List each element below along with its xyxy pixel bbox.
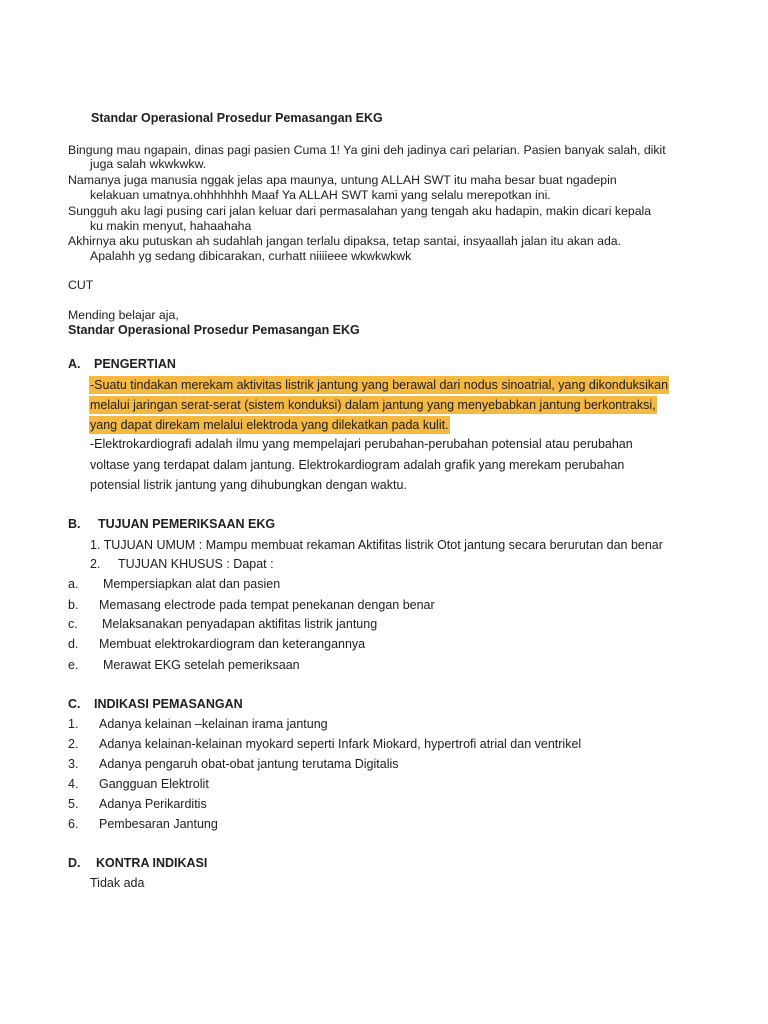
list-item-marker: 1. <box>68 717 79 731</box>
intro-line: Bingung mau ngapain, dinas pagi pasien Cuma 1! Ya gini deh jadinya cari pelarian. Pasien banyak salah, dikit <box>68 143 666 157</box>
list-item: Melaksanakan penyadapan aktifitas listrik jantung <box>102 617 378 631</box>
list-item: Mempersiapkan alat dan pasien <box>103 577 281 591</box>
section-d-heading: KONTRA INDIKASI <box>96 856 208 870</box>
section-title: Standar Operasional Prosedur Pemasangan EKG <box>68 323 360 337</box>
list-item-marker: 3. <box>68 757 79 771</box>
list-item: Pembesaran Jantung <box>99 817 218 831</box>
specific-goal-marker: 2. <box>90 557 101 571</box>
section-c-marker: C. <box>68 697 81 711</box>
intro-line: Namanya juga manusia nggak jelas apa maunya, untung ALLAH SWT itu maha besar buat ngadepin <box>68 173 617 187</box>
intro-line: kelakuan umatnya.ohhhhhhh Maaf Ya ALLAH SWT kami yang selalu merepotkan ini. <box>90 188 551 202</box>
list-item-marker: b. <box>68 598 79 612</box>
list-item-marker: 2. <box>68 737 79 751</box>
definition-line: -Elektrokardiografi adalah ilmu yang mempelajari perubahan-perubahan potensial atau perubahan <box>90 437 633 451</box>
intro-line: Sungguh aku lagi pusing cari jalan keluar dari permasalahan yang tengah aku hadapin, makin dicari kepala <box>68 204 652 218</box>
specific-goal: TUJUAN KHUSUS : Dapat : <box>118 557 274 571</box>
intro-line: Apalahh yg sedang dibicarakan, curhatt niiiieee wkwkwkwk <box>90 249 412 263</box>
intro-line: ku makin menyut, hahaahaha <box>90 219 252 233</box>
list-item-marker: 5. <box>68 797 79 811</box>
general-goal: 1. TUJUAN UMUM : Mampu membuat rekaman Aktifitas listrik Otot jantung secara berurutan dan benar <box>90 538 663 552</box>
section-d-marker: D. <box>68 856 81 870</box>
cut-label: CUT <box>68 278 94 292</box>
transition-text: Mending belajar aja, <box>68 308 179 322</box>
section-c-heading: INDIKASI PEMASANGAN <box>94 697 243 711</box>
intro-line: juga salah wkwkwkw. <box>90 157 207 171</box>
list-item-marker: c. <box>68 617 78 631</box>
section-b-marker: B. <box>68 517 81 531</box>
list-item: Memasang electrode pada tempat penekanan dengan benar <box>99 598 435 612</box>
highlighted-definition-line: -Suatu tindakan merekam aktivitas listrik jantung yang berawal dari nodus sinoatrial, yang dikonduksikan <box>90 378 669 392</box>
section-b-heading: TUJUAN PEMERIKSAAN EKG <box>98 517 276 531</box>
list-item: Adanya pengaruh obat-obat jantung terutama Digitalis <box>99 757 399 771</box>
highlighted-definition-line: melalui jaringan serat-serat (sistem konduksi) dalam jantung yang menyebabkan jantung berkontraksi, <box>90 398 656 412</box>
list-item: Adanya Perikarditis <box>99 797 207 811</box>
document-title: Standar Operasional Prosedur Pemasangan EKG <box>91 111 383 125</box>
list-item-marker: a. <box>68 577 79 591</box>
intro-line: Akhirnya aku putuskan ah sudahlah jangan terlalu dipaksa, tetap santai, insyaallah jalan itu akan ada. <box>68 234 622 248</box>
list-item-marker: e. <box>68 658 79 672</box>
list-item: Merawat EKG setelah pemeriksaan <box>103 658 300 672</box>
list-item: Adanya kelainan –kelainan irama jantung <box>99 717 328 731</box>
definition-line: potensial listrik jantung yang dihubungkan dengan waktu. <box>90 478 407 492</box>
contraindication-text: Tidak ada <box>90 876 145 890</box>
section-a-heading: PENGERTIAN <box>94 357 176 371</box>
definition-line: voltase yang terdapat dalam jantung. Elektrokardiogram adalah grafik yang merekam perubahan <box>90 458 625 472</box>
list-item: Adanya kelainan-kelainan myokard seperti Infark Miokard, hypertrofi atrial dan ventrikel <box>99 737 582 751</box>
list-item-marker: d. <box>68 637 79 651</box>
list-item-marker: 4. <box>68 777 79 791</box>
list-item: Gangguan Elektrolit <box>99 777 209 791</box>
section-a-marker: A. <box>68 357 81 371</box>
highlighted-definition-line: yang dapat direkam melalui elektroda yang dilekatkan pada kulit. <box>90 418 449 432</box>
list-item-marker: 6. <box>68 817 79 831</box>
list-item: Membuat elektrokardiogram dan keterangannya <box>99 637 366 651</box>
